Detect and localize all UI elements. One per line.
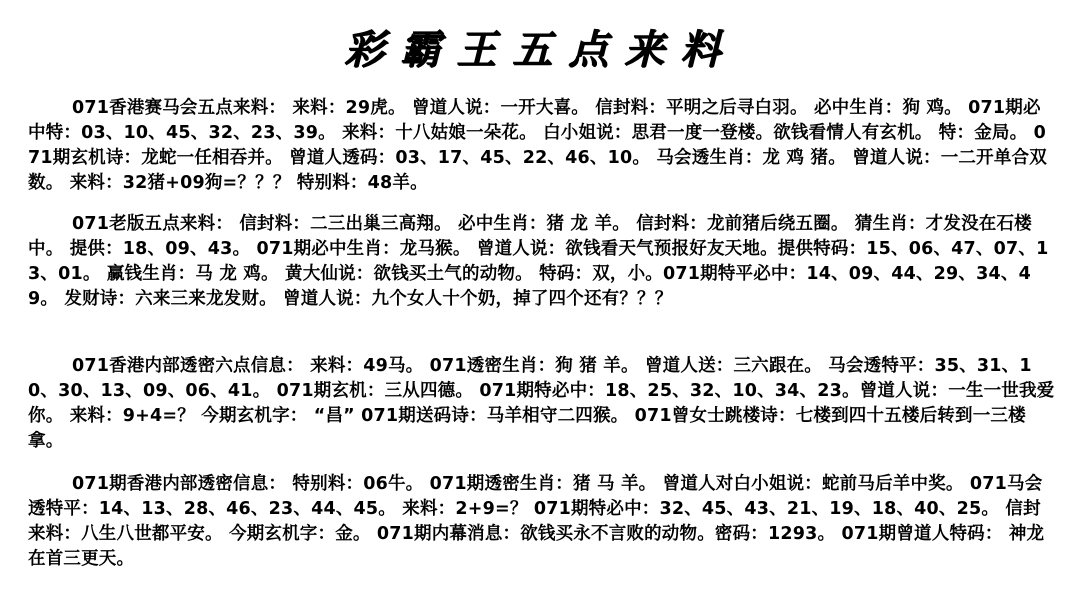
paragraph-internal-six-point-info: 071香港内部透密六点信息： 来料：49马。 071透密生肖：狗 猪 羊。 曾道人送：三六跟在。 马会透特平：35、31、10、30、13、09、06、41。 071期玄机：三从四德。 071期特必中：18、25、32、10、34、23。曾道人说：一生一世我爱你。 来料：9+4=？ 今期玄机字： “昌” 071期送码诗：马羊相守二四猴。 071曾女士跳楼诗：七楼到四十五楼后转到一三楼拿。 xyxy=(28,356,1055,451)
paragraph-old-version-material: 071老版五点来料： 信封料：二三出巢三高翔。 必中生肖：猪 龙 羊。 信封料：龙前猪后绕五圈。 猜生肖：才发没在石楼中。 提供：18、09、43。 071期必中生肖：龙马猴。 曾道人说：欲钱看天气预报好友天地。提供特码：15、06、47、07、13、01。 赢钱生肖：马 龙 鸡。 黄大仙说：欲钱买土气的动物。 特码：双，小。071期特平必中：14、09、44、29、34、49。 发财诗：六来三来龙发财。 曾道人说：九个女人十个奶，掉了四个还有？？？ xyxy=(28,214,1049,309)
paragraph-five-point-material: 071香港赛马会五点来料： 来料：29虎。 曾道人说：一开大喜。 信封料：平明之后寻白羽。 必中生肖：狗 鸡。 071期必中特：03、10、45、32、23、39。 来料：十八姑娘一朵花。 白小姐说：思君一度一登楼。欲钱看情人有玄机。 特：金局。 071期玄机诗：龙蛇一任相吞并。 曾道人透码：03、17、45、22、46、10。 马会透生肖：龙 鸡 猪。 曾道人说：一二开单合双数。 来料：32猪+09狗=？？？ 特别料：48羊。 xyxy=(28,98,1047,193)
page-title: 彩霸王五点来料 xyxy=(344,26,736,73)
paragraph-internal-secret-info: 071期香港内部透密信息： 特别料：06牛。 071期透密生肖：猪 马 羊。 曾道人对白小姐说：蛇前马后羊中奖。 071马会透特平：14、13、28、46、23、44、45。 来料：2+9=？ 071期特必中：32、45、43、21、19、18、40、25。 信封来料：八生八世都平安。 今期玄机字：金。 071期内幕消息：欲钱买永不言败的动物。密码：1293。 071期曾道人特码： 神龙在首三更天。 xyxy=(28,474,1045,569)
